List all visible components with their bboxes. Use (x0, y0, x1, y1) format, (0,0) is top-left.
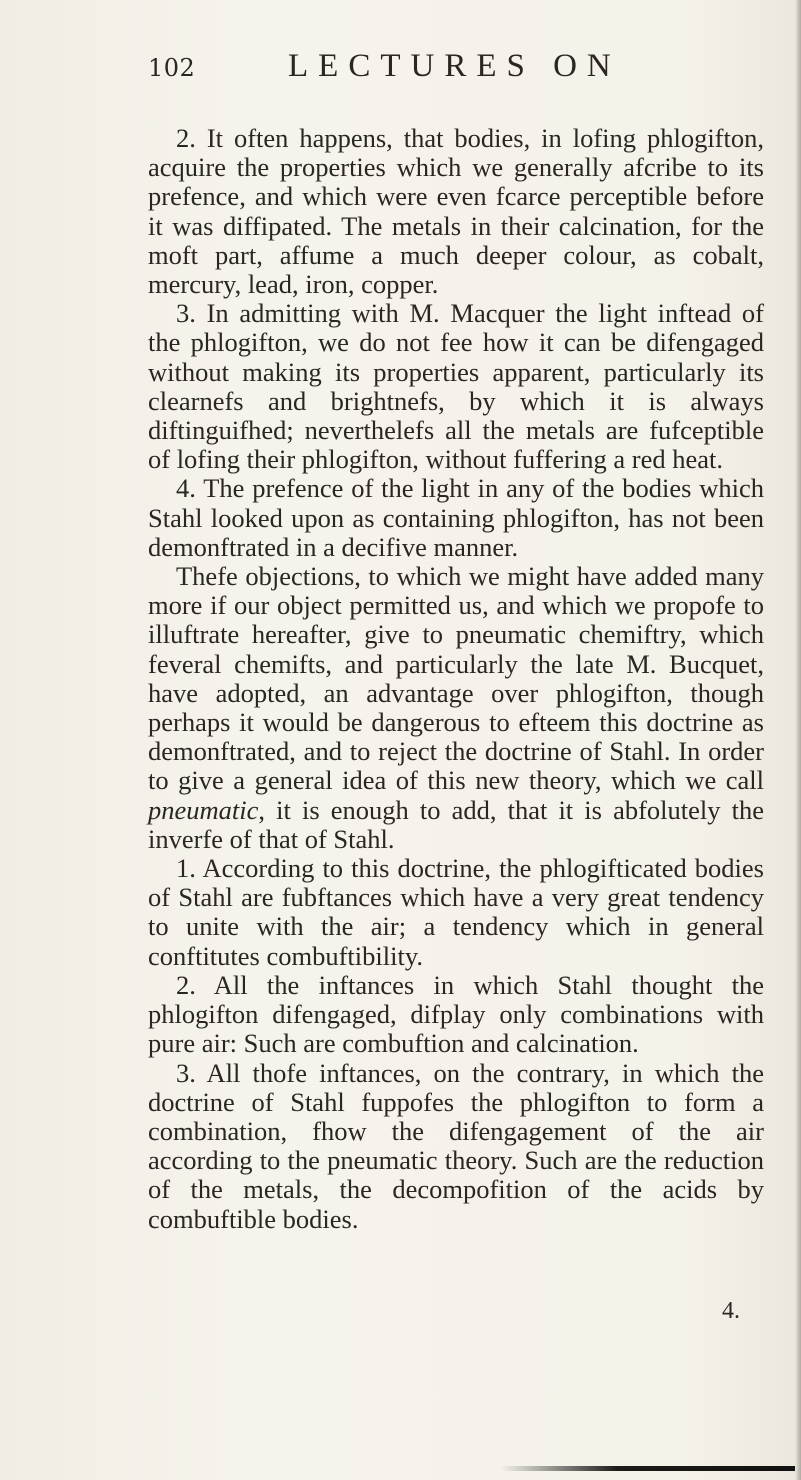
paragraph: 1. According to this doctrine, the phlogifticated bodies of Stahl are fubftances which have a very great tendency to unite with the air; a tendency which in general conftitutes combuftibility. (148, 853, 764, 971)
italic-term: pneumatic (148, 794, 259, 825)
paragraph: 2. All the inftances in which Stahl thought the phlogifton difengaged, difplay only combinations with pure air: Such are combuftion and calcination. (148, 969, 764, 1059)
paragraph: 2. It often happens, that bodies, in lofing phlogifton, acquire the properties which we generally afcribe to its prefence, and which were even fcarce perceptible before it was diffipated. The metals in their calcination, for the moft part, affume a much deeper colour, as cobalt, mercury, lead, iron, copper. (148, 123, 764, 300)
paragraph-text: , it is enough to add, that it is abfolutely the inverfe of that of Stahl. (148, 794, 764, 854)
page-edge-shadow (795, 0, 801, 1480)
body-text (148, 124, 764, 1234)
running-title: LECTURES ON (288, 48, 621, 84)
paragraph (148, 562, 764, 854)
page-header (148, 48, 708, 92)
paragraph-text: Thefe objections, to which we might have added many more if our object permitted us, and which we propofe to illuftrate hereafter, give to pneumatic chemiftry, which feveral chemifts, and particularly the late M. Bucquet, have adopted, an advantage over phlogifton, though perhaps it would be dangerous to efteem this doctrine as demonftrated, and to reject the doctrine of Stahl. In order to give a general idea of this new theory, which we call (148, 561, 764, 796)
paragraph: 3. In admitting with M. Macquer the light inftead of the phlogifton, we do not fee how it can be difengaged without making its properties apparent, particularly its clearnefs and brightnefs, by which it is always diftinguifhed; neverthelefs all the metals are fufceptible of lofing their phlogifton, without fuffering a red heat. (148, 298, 764, 475)
bottom-edge-shadow (500, 1466, 795, 1471)
catchword: 4. (722, 1298, 740, 1324)
page-number: 102 (148, 54, 196, 82)
paragraph: 3. All thofe inftances, on the contrary, in which the doctrine of Stahl fuppofes the phlogifton to form a combination, fhow the difengagement of the air according to the pneumatic theory. Such are the reduction of the metals, the decompofition of the acids by combuftible bodies. (148, 1057, 764, 1234)
paragraph: 4. The prefence of the light in any of the bodies which Stahl looked upon as containing phlogifton, has not been demonftrated in a decifive manner. (148, 473, 764, 562)
